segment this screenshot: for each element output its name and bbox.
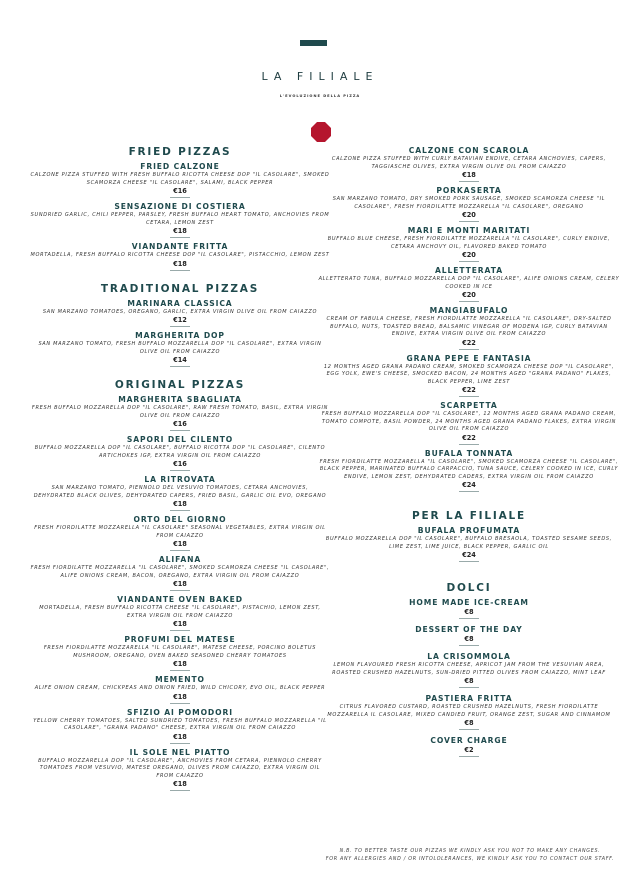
item-separator <box>170 237 190 238</box>
menu-item <box>318 401 620 445</box>
menu-item <box>318 598 620 619</box>
item-separator <box>170 470 190 471</box>
menu-item-name: LA RITROVATA <box>144 475 216 484</box>
menu-item-price: €18 <box>173 540 187 548</box>
item-separator <box>459 181 479 182</box>
menu-item-description: 12 MONTHS AGED GRANA PADANO CREAM, SMOKED SCAMORZA CHEESE DOP "IL CASOLARE", EGG YOLK, EWE'S CHEESE, SMOCKED BACON, 24 MONTHS AGED "GRANA PADANO" FLAKES, BLACK PEPPER, LIME ZEST <box>323 363 615 385</box>
menu-item <box>30 635 330 671</box>
item-separator <box>170 590 190 591</box>
item-separator <box>459 618 479 619</box>
item-separator <box>459 729 479 730</box>
footer-note-line: FOR ANY ALLERGIES AND / OR INTOLOLERANCES, WE KINDLY ASK YOU TO CONTACT OUR STAFF. <box>325 857 615 862</box>
octagon-badge-icon <box>311 122 331 142</box>
menu-item-name: SFIZIO AI POMODORI <box>127 707 233 717</box>
menu-item-name: VIANDANTE FRITTA <box>131 242 229 251</box>
menu-item-description: CALZONE PIZZA STUFFED WITH FRESH BUFFALO RICOTTA CHEESE DOP "IL CASOLARE", SMOKED SCAMORZA CHEESE "IL CASOLARE", SALAMI, BLACK PEPPER <box>30 172 330 186</box>
menu-item-price: €8 <box>464 608 474 616</box>
item-separator <box>459 687 479 688</box>
menu-item-name: ALLETTERATA <box>435 266 503 275</box>
item-separator <box>459 491 479 492</box>
menu-item-name: SENSAZIONE DI COSTIERA <box>114 202 246 211</box>
menu-item-price: €18 <box>462 171 476 179</box>
menu-item-price: €16 <box>173 187 187 195</box>
menu-item <box>30 515 330 551</box>
menu-item-price: €8 <box>464 635 474 643</box>
menu-item <box>318 625 620 646</box>
menu-item-name: IL SOLE NEL PIATTO <box>129 747 231 757</box>
menu-item-name: PORKASERTA <box>436 186 502 195</box>
brand-title: LA FILIALE <box>261 70 379 83</box>
item-separator <box>459 444 479 445</box>
menu-item-description: ALLETTERATO TUNA, BUFFALO MOZZARELLA DOP "IL CASOLARE", ALIFE ONIONS CREAM, CELERY COOKED IN ICE <box>318 276 620 290</box>
menu-item-name: MARI E MONTI MARITATI <box>407 226 531 235</box>
category-title: ORIGINAL PIZZAS <box>114 379 246 391</box>
menu-item-name: LA CRISOMMOLA <box>427 652 511 661</box>
menu-item <box>30 331 330 367</box>
menu-right-column <box>318 146 620 763</box>
menu-item-price: €12 <box>173 316 187 324</box>
menu-item-description: BUFFALO MOZZARELLA DOP "IL CASOLARE", BUFFALO BRESAOLA, TOASTED SESAME SEEDS, LIME ZEST, LIME JUICE, BLACK PEPPER, GARLIC OIL <box>325 536 613 550</box>
menu-item-name: VIANDANTE OVEN BAKED <box>117 595 243 604</box>
menu-item-name: BUFALA TONNATA <box>424 448 514 458</box>
menu-item-name: GRANA PEPE E FANTASIA <box>406 353 532 363</box>
menu-item-name: MANGIABUFALO <box>429 306 509 315</box>
menu-item-description: BUFFALO BLUE CHEESE, FRESH FIORDILATTE MOZZARELLA "IL CASOLARE", CURLY ENDIVE, CETARA ANCHOVY OIL, FLAVORED BAKED TOMATO <box>327 236 611 250</box>
item-separator <box>459 261 479 262</box>
menu-item <box>30 748 330 792</box>
menu-item-description: SAN MARZANO TOMATO, PIENNOLO DEL VESUVIO TOMATOES, CETARA ANCHOVIES, DEHYDRATED BLACK OLIVES, DEHYDRATED CAPERS, FRIED BASIL, GARLIC OIL EVO, OREGANO <box>33 485 327 499</box>
menu-item-name: ORTO DEL GIORNO <box>133 515 227 524</box>
brand-subtitle: L'EVOLUZIONE DELLA PIZZA <box>279 94 361 98</box>
menu-item-description: LEMON FLAVOURED FRESH RICOTTA CHEESE, APRICOT JAM FROM THE VESUVIAN AREA, ROASTED CRUSHED HAZELNUTS, SUN-DRIED PITTED OLIVES FROM CAIAZZO, MINT LEAF <box>332 662 606 676</box>
menu-item-name: PROFUMI DEL MATESE <box>124 635 236 644</box>
menu-item <box>318 266 620 302</box>
menu-item-name: SCARPETTA <box>440 401 498 410</box>
menu-section <box>318 146 620 492</box>
item-separator <box>459 349 479 350</box>
menu-item <box>318 146 620 182</box>
header-accent-bar <box>300 40 327 46</box>
menu-item-price: €20 <box>462 251 476 259</box>
category-title: PER LA FILIALE <box>412 510 526 522</box>
menu-item <box>30 675 330 704</box>
menu-item-price: €18 <box>173 227 187 235</box>
menu-item-description: SAN MARZANO TOMATOES, OREGANO, GARLIC, EXTRA VIRGIN OLIVE OIL FROM CAIAZZO <box>42 308 318 315</box>
menu-item <box>30 299 330 328</box>
menu-item-description: SAN MARZANO TOMATO, DRY SMOKED PORK SAUSAGE, SMOKED SCAMORZA CHEESE "IL CASOLARE", FRESH FIORDILATTE MOZZARELLA "IL CASOLARE", OREGANO <box>332 196 606 210</box>
menu-item-name: MEMENTO <box>155 675 205 684</box>
menu-section <box>30 283 330 368</box>
menu-item-price: €8 <box>464 677 474 685</box>
menu-section <box>30 379 330 791</box>
menu-item <box>30 395 330 431</box>
menu-item <box>30 595 330 631</box>
menu-section <box>30 146 330 271</box>
item-separator <box>170 430 190 431</box>
menu-item <box>318 306 620 350</box>
menu-item-name: CALZONE CON SCAROLA <box>408 146 530 155</box>
menu-item-name: MARGHERITA DOP <box>135 331 225 340</box>
category-title: DOLCI <box>446 582 492 594</box>
menu-item-name: MARINARA CLASSICA <box>127 298 233 308</box>
menu-item-description: MORTADELLA, FRESH BUFFALO RICOTTA CHEESE "IL CASOLARE", PISTACHIO, LEMON ZEST, EXTRA VIRGIN OIL FROM CAIAZZO <box>39 605 321 619</box>
menu-item-description: ALIFE ONION CREAM, CHICKPEAS AND ONION FRIED, WILD CHICORY, EVO OIL, BLACK PEPPER <box>34 685 326 691</box>
footer-notes <box>320 848 620 864</box>
item-separator <box>170 790 190 791</box>
menu-item <box>30 162 330 198</box>
menu-item <box>318 652 620 688</box>
menu-item-price: €22 <box>462 433 476 442</box>
item-separator <box>459 561 479 562</box>
menu-item-name: COVER CHARGE <box>430 736 508 745</box>
item-separator <box>170 366 190 367</box>
menu-item-description: FRESH FIORDILATTE MOZZARELLA "IL CASOLARE", SMOKED SCAMORZA CHEESE "IL CASOLARE", ALIFE ONIONS CREAM, BACON, OREGANO, EXTRA VIRGIN OIL FROM CAIAZZO <box>30 565 330 579</box>
item-separator <box>170 743 190 744</box>
menu-item-description: FRESH BUFFALO MOZZARELLA DOP "IL CASOLARE", RAW FRESH TOMATO, BASIL, EXTRA VIRGIN OLIVE OIL FROM CAIAZZO <box>31 405 329 419</box>
menu-item-description: CALZONE PIZZA STUFFED WITH CURLY BATAVIAN ENDIVE, CETARA ANCHOVIES, CAPERS, TAGGIASCHE OLIVES, EXTRA VIRGIN OLIVE OIL FROM CAIAZZO <box>331 156 607 170</box>
menu-item-price: €2 <box>464 746 474 754</box>
menu-item-name: DESSERT OF THE DAY <box>415 625 523 634</box>
menu-item <box>318 449 620 493</box>
menu-item-name: MARGHERITA SBAGLIATA <box>118 395 242 404</box>
menu-item-name: PASTIERA FRITTA <box>425 694 513 703</box>
item-separator <box>459 301 479 302</box>
menu-item-description: FRESH FIORDILATTE MOZZARELLA "IL CASOLARE", MATESE CHEESE, PORCINO BOLETUS MUSHROOM, OREGANO, OVEN BAKED SEASONED CHERRY TOMATOES <box>43 645 317 659</box>
menu-item-description: FRESH FIORDILATTE MOZZARELLA "IL CASOLARE", SMOKED SCAMORZA CHEESE "IL CASOLARE", BLACK PEPPER, MARINATED BUFFALO CARPACCIO, TUNA SAUCE, CELERY COOKED IN ICE, CURLY ENDIVE, LEMON ZEST, DEHYDRATED CADERS, EXTRA VIRGIN OIL FROM CAIAZZO <box>319 458 619 480</box>
menu-item <box>318 694 620 730</box>
menu-item <box>30 708 330 744</box>
footer-note-line: N.B. TO BETTER TASTE OUR PIZZAS WE KINDLY ASK YOU NOT TO MAKE ANY CHANGES. <box>339 849 601 854</box>
menu-item-price: €20 <box>462 211 476 219</box>
menu-item <box>318 226 620 262</box>
menu-item-description: CREAM OF FABULA CHEESE, FRESH FIORDILATTE MOZZARELLA "IL CASOLARE", DRY-SALTED BUFFALO, NUTS, TOASTED BREAD, BALSAMIC VINEGAR OF MODENA IGP, CURLY BATAVIAN ENDIVE, EXTRA VIRGIN OLIVE OIL FROM CAIAZZO <box>326 316 612 337</box>
menu-item <box>30 435 330 471</box>
menu-item <box>30 555 330 591</box>
menu-item-price: €18 <box>173 692 187 701</box>
menu-item-description: FRESH FIORDILATTE MOZZARELLA "IL CASOLARE" SEASONAL VEGETABLES, EXTRA VIRGIN OIL FROM CAIAZZO <box>34 525 326 539</box>
menu-item-price: €16 <box>173 460 187 468</box>
menu-item-price: €8 <box>464 719 474 727</box>
menu-item-description: CITRUS FLAVORED CUSTARD, ROASTED CRUSHED HAZELNUTS, FRESH FIORDILATTE MOZZARELLA IL CASOLARE, MIXED CANDIED FRUIT, ORANGE ZEST, SUGAR AND CINNAMOM <box>327 704 611 718</box>
menu-item <box>30 202 330 238</box>
menu-section <box>318 510 620 562</box>
item-separator <box>170 630 190 631</box>
menu-item <box>30 242 330 271</box>
menu-item-description: MORTADELLA, FRESH BUFFALO RICOTTA CHEESE DOP "IL CASOLARE", PISTACCHIO, LEMON ZEST <box>30 252 330 258</box>
item-separator <box>459 756 479 757</box>
menu-item-price: €18 <box>173 259 187 268</box>
item-separator <box>170 326 190 327</box>
item-separator <box>170 550 190 551</box>
category-title: FRIED PIZZAS <box>128 146 232 158</box>
menu-section <box>318 582 620 757</box>
item-separator <box>459 645 479 646</box>
menu-item <box>30 475 330 511</box>
menu-item-price: €18 <box>173 780 187 788</box>
menu-item <box>318 526 620 562</box>
item-separator <box>170 270 190 271</box>
menu-item-price: €14 <box>173 356 187 364</box>
menu-item-price: €18 <box>173 580 187 588</box>
menu-item-description: BUFFALO MOZZARELLA DOP "IL CASOLARE", BUFFALO RICOTTA DOP "IL CASOLARE", CILENTO ARTICHOKES IGP, EXTRA VIRGIN OIL FROM CAIAZZO <box>34 445 326 459</box>
menu-item-description: YELLOW CHERRY TOMATOES, SALTED SUNDRIED TOMATOES, FRESH BUFFALO MOZZARELLA "IL CASOLARE", "GRANA PADANO" CHEESE, EXTRA VIRGIN OIL FROM CAIAZZO <box>33 717 327 731</box>
menu-item-price: €24 <box>462 551 476 559</box>
menu-left-column <box>30 146 330 795</box>
menu-item-price: €20 <box>462 291 476 299</box>
menu-item <box>318 354 620 398</box>
menu-item-name: BUFALA PROFUMATA <box>417 526 521 535</box>
menu-item-description: BUFFALO MOZZARELLA DOP "IL CASOLARE", ANCHOVIES FROM CETARA, PIENNOLO CHERRY TOMATOES FROM VESUVIO, MATESE OREGANO, OLIVES FROM CAIAZZO, EXTRA VIRGIN OIL FROM CAIAZZO <box>38 757 322 779</box>
menu-item-price: €18 <box>173 620 187 628</box>
menu-item-name: SAPORI DEL CILENTO <box>126 435 234 444</box>
menu-item-price: €22 <box>462 386 476 394</box>
menu-item-price: €16 <box>173 420 187 428</box>
menu-item-price: €18 <box>173 660 187 668</box>
item-separator <box>170 703 190 704</box>
menu-item <box>318 186 620 222</box>
item-separator <box>170 197 190 198</box>
menu-item-price: €22 <box>462 338 476 347</box>
menu-item-price: €18 <box>173 732 187 741</box>
menu-item-description: FRESH BUFFALO MOZZARELLA DOP "IL CASOLARE", 12 MONTHS AGED GRANA PADANO CREAM, TOMATO COMPOTE, BASIL POWDER, 24 MONTHS AGED GRANA PADANO FLAKES, EXTRA VIRGIN OLIVE OIL FROM CAIAZZO <box>321 411 617 432</box>
menu-item-description: SAN MARZANO TOMATO, FRESH BUFFALO MOZZARELLA DOP "IL CASOLARE", EXTRA VIRGIN OLIVE OIL FROM CAIAZZO <box>38 341 322 355</box>
category-title: TRADITIONAL PIZZAS <box>100 282 260 295</box>
item-separator <box>459 221 479 222</box>
item-separator <box>459 396 479 397</box>
item-separator <box>170 510 190 511</box>
menu-item-name: FRIED CALZONE <box>140 162 220 171</box>
menu-item-price: €18 <box>173 500 187 508</box>
menu-item <box>318 736 620 757</box>
menu-item-price: €24 <box>462 481 476 489</box>
menu-item-name: ALIFANA <box>158 555 202 564</box>
menu-item-description: SUNDRIED GARLIC, CHILI PEPPER, PARSLEY, FRESH BUFFALO HEART TOMATO, ANCHOVIES FROM CETARA, LEMON ZEST <box>30 212 330 226</box>
menu-item-name: HOME MADE ICE-CREAM <box>409 598 529 607</box>
item-separator <box>170 670 190 671</box>
